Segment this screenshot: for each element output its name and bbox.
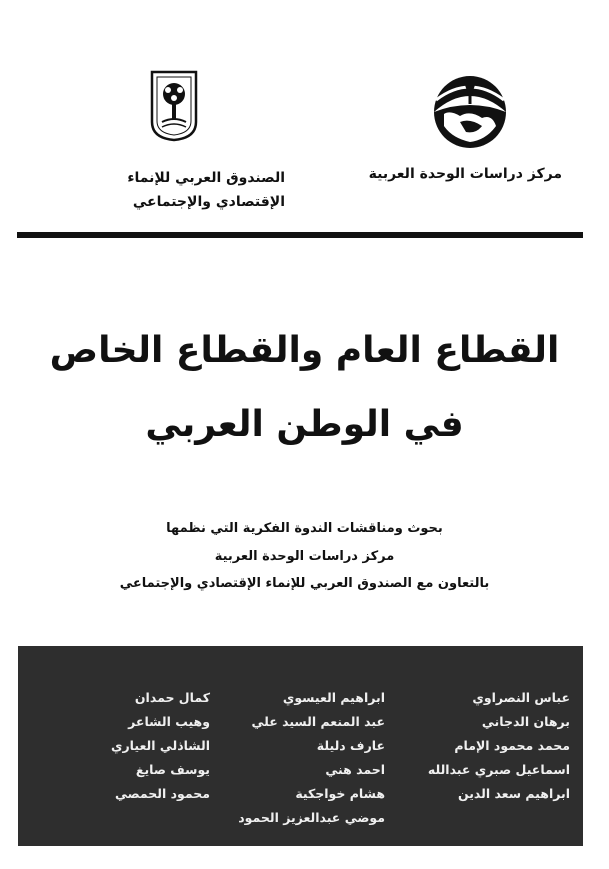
contributor-name: الشاذلي العياري bbox=[111, 738, 210, 753]
subtitle-line2: مركز دراسات الوحدة العربية bbox=[214, 549, 395, 564]
contributor-name: عبد المنعم السيد علي bbox=[251, 714, 385, 729]
contributor-name: برهان الدجاني bbox=[481, 714, 570, 729]
book-title-line1: القطاع العام والقطاع الخاص bbox=[49, 330, 560, 371]
contributor-name: احمد هني bbox=[325, 762, 385, 777]
subtitle-line3: بالتعاون مع الصندوق العربي للإنماء الإقتصادي والإجتماعي bbox=[119, 576, 490, 591]
contributor-name: موضي عبدالعزيز الحمود bbox=[238, 810, 385, 825]
contributor-name: عباس النصراوي bbox=[472, 690, 570, 705]
subtitle-line1: بحوث ومناقشات الندوة الفكرية التي نظمها bbox=[166, 521, 443, 536]
header-divider bbox=[17, 232, 583, 238]
contributor-name: ابراهيم سعد الدين bbox=[457, 786, 570, 801]
contributor-name: يوسف صايغ bbox=[135, 762, 210, 777]
contributor-name: اسماعيل صبري عبدالله bbox=[427, 762, 570, 777]
contributor-name: محمد محمود الإمام bbox=[454, 738, 570, 753]
contributor-name: هشام خواجكية bbox=[295, 786, 385, 801]
contributor-name: كمال حمدان bbox=[134, 690, 210, 705]
book-title-line2: في الوطن العربي bbox=[145, 404, 464, 445]
contributor-name: عارف دليلة bbox=[316, 738, 385, 753]
center-name: مركز دراسات الوحدة العربية bbox=[368, 166, 562, 182]
contributors-column-middle bbox=[215, 686, 385, 830]
fund-name-line2: الإقتصادي والإجتماعي bbox=[132, 194, 285, 210]
contributors-column-right bbox=[400, 686, 570, 806]
fund-logo-icon bbox=[148, 70, 200, 142]
contributor-name: وهيب الشاعر bbox=[128, 714, 210, 729]
contributors-column-left bbox=[40, 686, 210, 806]
center-logo-icon bbox=[430, 70, 510, 150]
contributor-name: محمود الحمصي bbox=[114, 786, 210, 801]
contributor-name: ابراهيم العيسوي bbox=[282, 690, 385, 705]
fund-name-line1: الصندوق العربي للإنماء bbox=[127, 170, 285, 186]
fund-name bbox=[95, 166, 285, 214]
